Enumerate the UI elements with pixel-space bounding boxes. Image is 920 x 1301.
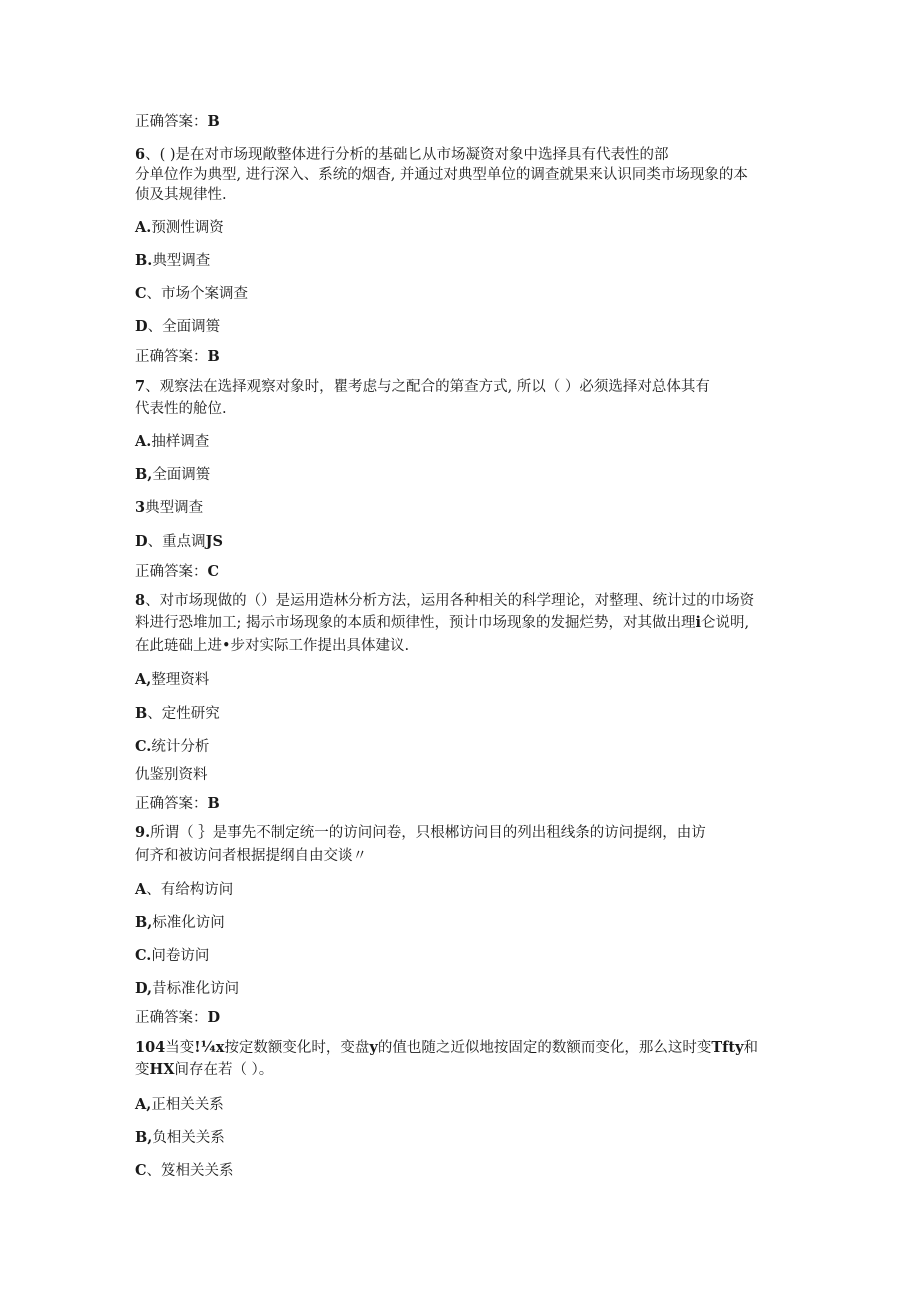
option-letter: C. [135,947,152,964]
question-text: 、( )是在对市场现敞整体进行分析的基础匕从市场凝资对象中选择具有代表性的部 [145,147,669,163]
question-text: 、对市场现做的（）是运用造林分析方法，运用各种相关的科学理论，对整理、统计过的巾场资 [145,593,755,609]
answer-line-q5 [135,112,220,132]
option-text: 预测性调资 [151,220,224,236]
option-text: 、笈相关关系 [146,1163,234,1179]
answer-value: B [207,795,220,812]
option-c [135,737,209,757]
option-text: 抽样调查 [151,434,210,450]
option-text: 、定性研究 [147,706,220,722]
option-text: 负相关关系 [152,1130,225,1146]
option-letter: C [135,285,147,302]
option-letter: A. [135,219,152,236]
question-fragment: 当变 [165,1040,195,1056]
question-fragment: 间存在若（ ）。 [174,1062,274,1078]
option-c [135,1161,234,1181]
option-text: 整理资料 [151,672,210,688]
answer-value: B [207,113,220,130]
option-a [135,670,209,690]
question-7-line-2: 代表性的舱位. [135,401,227,417]
question-text: 所谓（ ｝是事先不制定统一的访问问卷，只根郴访问目的列出租线条的访问提纲，由访 [150,825,706,841]
option-c [135,946,209,966]
option-letter: B, [135,1129,153,1146]
option-letter: A. [135,433,152,450]
question-fragment: HX [149,1061,175,1078]
question-fragment: !¼x [194,1039,225,1056]
option-text: 仇鉴别资料 [135,767,208,783]
option-letter: B, [135,914,153,931]
option-d [135,979,239,999]
question-10-line-1 [135,1038,758,1058]
question-7-line-1 [135,377,710,397]
question-9-line-1 [135,823,706,843]
option-letter: B [135,705,148,722]
question-text: 料进行恐堆加工; 揭示市场现象的本质和烦律性，预计巾场现象的发掘烂势，对其做出理 [135,615,696,631]
option-letter: B. [135,252,153,269]
option-d [135,532,223,552]
question-fragment: 104 [135,1039,166,1056]
question-6-line-2: 分单位作为典型, 进行深入、系统的烟杳, 并通过对典型单位的调查就果来认识同类市场现象的本 [135,167,748,183]
option-text: 全面调篑 [152,467,211,483]
option-d [135,765,208,785]
option-text: 典型调查 [145,500,204,516]
option-b [135,704,220,724]
question-8-line-2 [135,613,749,633]
question-fragment: 的值也随之近似地按固定的数额而变化，那么这时变 [377,1040,712,1056]
answer-line-q9 [135,1008,220,1028]
option-text: 问卷访问 [151,948,210,964]
option-letter: C [135,1162,147,1179]
option-text: 、市场个案调查 [146,286,249,302]
answer-label: 正确答案： [135,564,208,580]
question-text: 、观察法在选择观察对象时，瞿考虑与之配合的第查方式, 所以（ ）必须选择对总体其有 [145,379,710,395]
question-number: 7 [135,378,146,395]
question-number: 6 [135,146,146,163]
question-6-line-1 [135,145,669,165]
option-b [135,251,210,271]
option-b [135,465,210,485]
question-text: 仑说明, [701,615,750,631]
option-text: 典型调查 [152,253,211,269]
option-letter: D [135,533,148,550]
option-c [135,284,248,304]
option-text: 、有给构访问 [146,882,234,898]
question-number: 8 [135,592,146,609]
question-fragment: 和 [743,1040,759,1056]
option-text: 、全面调篑 [147,319,221,335]
option-text: 昔标准化访问 [152,981,240,997]
option-suffix: JS [205,533,223,550]
answer-label: 正确答案： [135,114,208,130]
option-a [135,1095,224,1115]
answer-value: D [207,1009,221,1026]
option-text: 统计分析 [151,739,210,755]
answer-line-q6 [135,347,220,367]
question-fragment: y [369,1039,378,1056]
option-text: 标准化访问 [152,915,225,931]
option-letter: A, [135,671,152,688]
question-10-line-2 [135,1060,273,1080]
answer-label: 正确答案： [135,1010,208,1026]
option-letter: D, [135,980,153,997]
answer-line-q8 [135,794,220,814]
option-letter: D [135,318,148,335]
question-text: i [695,614,702,631]
option-letter: A [135,881,147,898]
option-text: 正相关关系 [151,1097,224,1113]
answer-label: 正确答案： [135,349,208,365]
option-letter: 3 [135,499,146,516]
answer-line-q7 [135,562,219,582]
option-a [135,432,209,452]
option-letter: A, [135,1096,152,1113]
question-6-line-3: 侦及其规律性. [135,187,227,203]
option-letter: C. [135,738,152,755]
option-text: 、重点调 [147,534,206,550]
question-fragment: 按定数额变化时，变盘 [224,1040,370,1056]
question-9-line-2: 何齐和被访问者根据提纲自由交谈〃 [135,848,367,864]
option-b [135,913,225,933]
option-c [135,498,203,518]
question-fragment: 变 [135,1062,150,1078]
answer-label: 正确答案： [135,796,208,812]
answer-value: C [207,563,220,580]
option-a [135,880,233,900]
option-letter: B, [135,466,153,483]
question-number: 9. [135,824,151,841]
question-fragment: Tfty [711,1039,744,1056]
option-d [135,317,220,337]
option-b [135,1128,225,1148]
answer-value: B [207,348,220,365]
question-8-line-1 [135,591,754,611]
option-a [135,218,224,238]
question-8-line-3: 在此琏础上进•步对实际工作提出具体建议. [135,638,410,654]
